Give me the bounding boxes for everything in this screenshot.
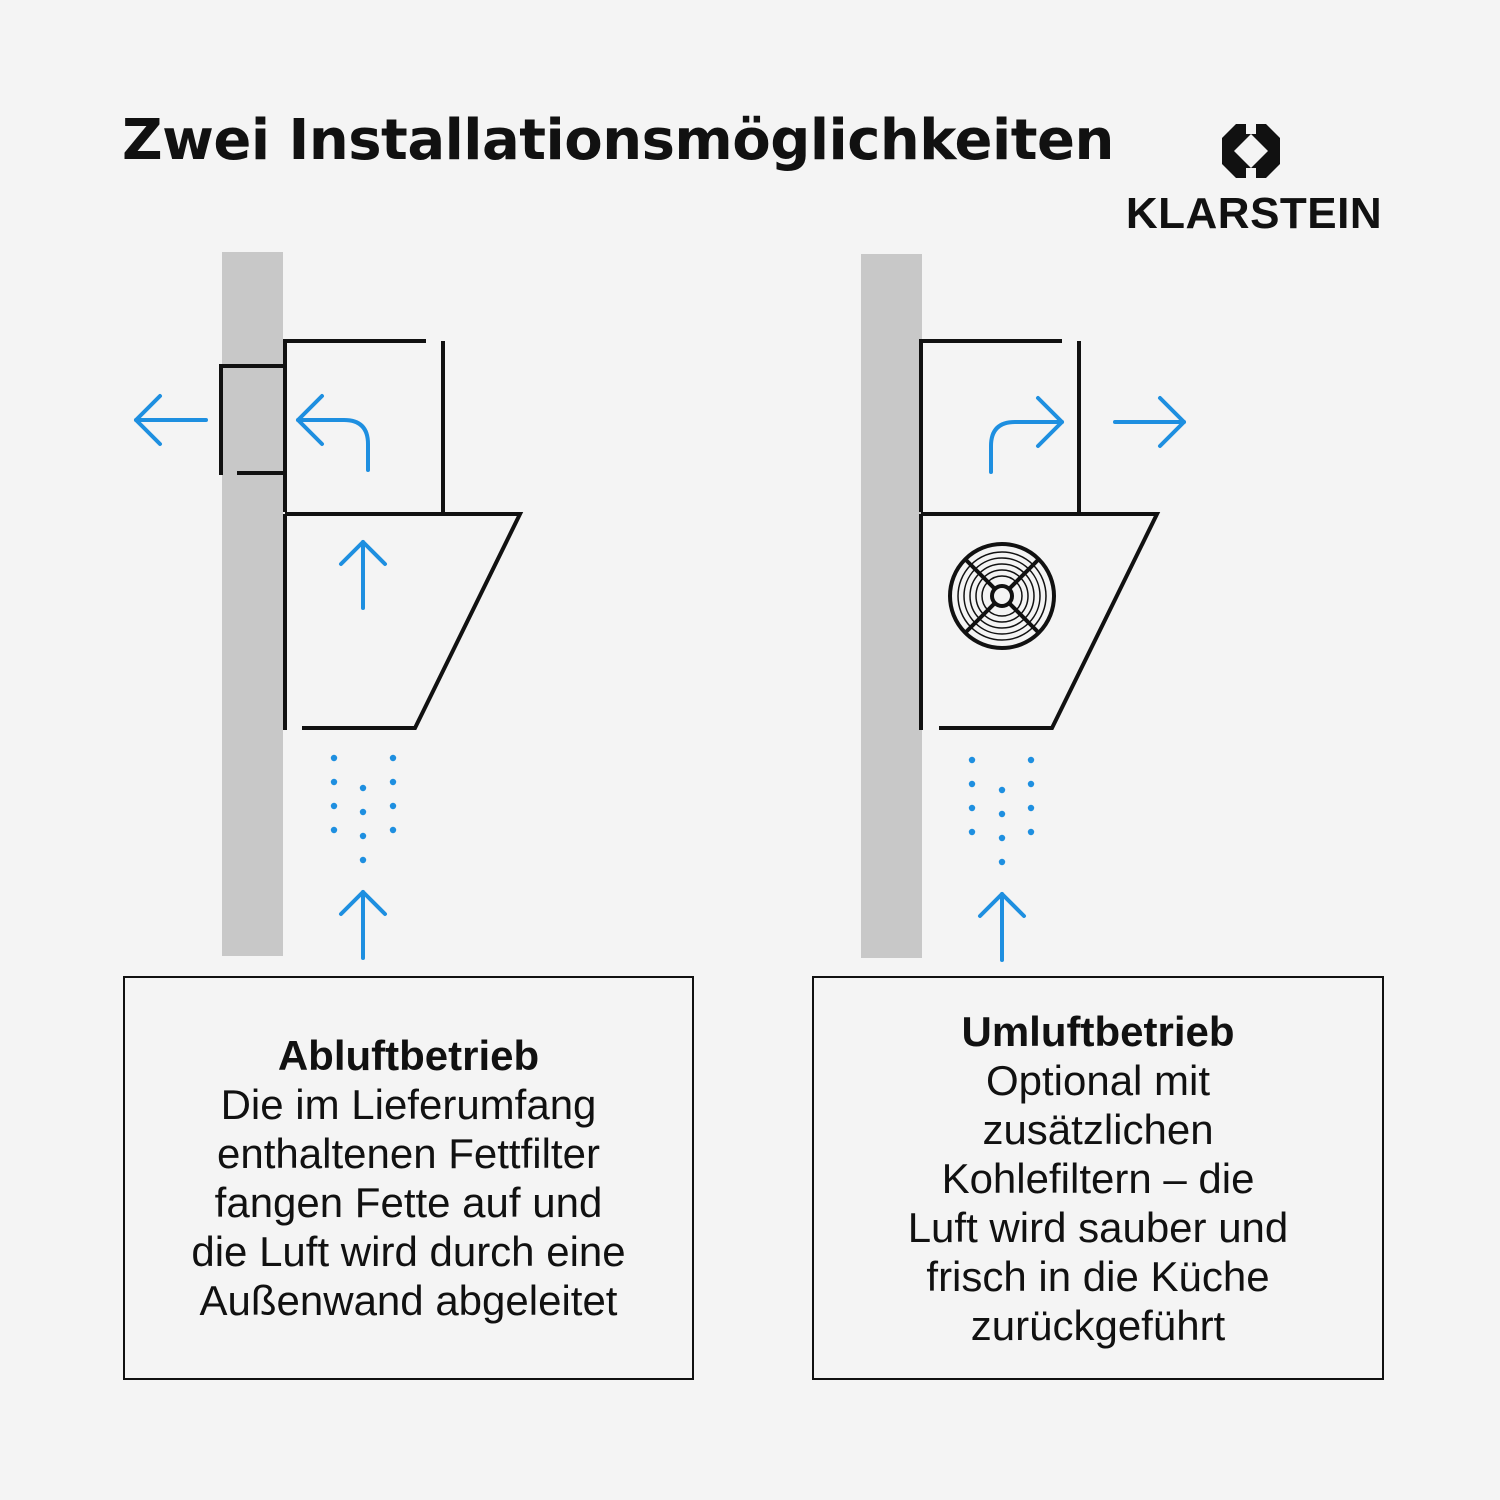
box-line: die Luft wird durch eine: [191, 1228, 626, 1275]
wall-icon: [861, 254, 922, 958]
box-line: Kohlefiltern – die: [941, 1154, 1255, 1202]
steam-dots-icon: [969, 757, 1034, 865]
box-heading: Umluftbetrieb: [961, 1007, 1235, 1055]
box-line: zurückgeführt: [970, 1301, 1226, 1349]
box-line: Außenwand abgeleitet: [199, 1277, 618, 1324]
exhaust-diagram: [136, 252, 520, 958]
wall-icon: [222, 252, 283, 956]
box-heading: Abluftbetrieb: [277, 1032, 540, 1079]
box-line: fangen Fette auf und: [214, 1179, 603, 1226]
box-line: zusätzlichen: [982, 1105, 1214, 1153]
airflow-arrow-icon: [980, 398, 1184, 960]
box-line: Die im Lieferumfang: [220, 1081, 597, 1128]
recirculation-description-box: [812, 976, 1384, 1380]
box-line: Optional mit: [985, 1056, 1211, 1104]
brand-name: KLARSTEIN: [1125, 189, 1383, 238]
exhaust-description-box: [123, 976, 694, 1380]
steam-dots-icon: [331, 755, 396, 863]
octagon-logo-icon: [1222, 118, 1280, 184]
page-title: Zwei Installationsmöglichkeiten: [122, 108, 1114, 173]
box-line: Luft wird sauber und: [907, 1203, 1289, 1251]
box-line: enthaltenen Fettfilter: [217, 1130, 600, 1177]
recirculation-diagram: [861, 254, 1184, 960]
fan-icon: [950, 544, 1054, 648]
box-line: frisch in die Küche: [926, 1252, 1270, 1300]
